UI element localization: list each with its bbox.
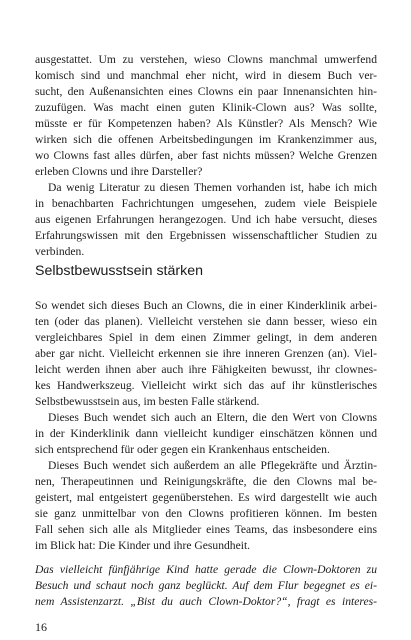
text-line: Besuch und schaut noch ganz beglückt. Auf dem Flur begegnet es ei- <box>35 579 377 592</box>
text-line: vergleichbares Spiel in dem einen Zimmer gelingt, in dem anderen <box>35 331 377 344</box>
text-line: Erfahrungswissen mit den Ergebnissen wissenschaftlicher Studien zu <box>35 229 377 242</box>
text-line: leicht werden ihnen aber auch ihre Fähigkeiten bewusst, ihr clownes- <box>35 363 377 376</box>
text-line: Dieses Buch wendet sich außerdem an alle Pflegekräfte und Ärztin- <box>48 459 377 472</box>
page-number: 16 <box>35 620 47 634</box>
text-line: müsste er für Kompetenzen haben? Als Künstler? Als Mensch? Wie <box>35 117 377 130</box>
text-line: zuzufügen. Was macht einen guten Klinik-Clown aus? Was sollte, <box>35 101 377 114</box>
text-line: in benachbarten Fachrichtungen umgesehen, zudem viele Beispiele <box>35 197 377 210</box>
text-line: nem Assistenzarzt. „Bist du auch Clown-Doktor?“, fragt es interes- <box>35 595 377 608</box>
text-line: in der Kinderklinik dann vielleicht kundiger einschätzen können und <box>35 427 377 440</box>
text-line: sich entsprechend für oder gegen ein Krankenhaus entscheiden. <box>35 443 330 456</box>
text-line: geistert, mal entgeistert gegenüberstehen. Es wird dargestellt wie auch <box>35 491 377 504</box>
text-line: aber gar nicht. Vielleicht erkennen sie ihre inneren Grenzen (an). Viel- <box>35 347 377 360</box>
text-line: Selbstbewusstsein aus, im besten Falle stärkend. <box>35 395 260 408</box>
text-line: Das vielleicht fünfjährige Kind hatte gerade die Clown-Doktoren zu <box>35 563 377 576</box>
text-line: erleben Clowns und ihre Darsteller? <box>35 165 203 178</box>
text-line: verbinden. <box>35 245 85 258</box>
text-line: nen, Therapeutinnen und Reinigungskräfte, die den Clowns mal be- <box>35 475 377 488</box>
text-line: ausgestattet. Um zu verstehen, wieso Clowns manchmal umwerfend <box>35 53 377 66</box>
text-line: wo Clowns fast alles dürfen, aber fast nichts müssen? Welche Grenzen <box>35 149 377 162</box>
text-line: kes Handwerkszeug. Vielleicht wirkt sich das auf ihr künstlerisches <box>35 379 377 392</box>
text-line: Dieses Buch wendet sich auch an Eltern, die den Wert von Clowns <box>48 411 377 424</box>
text-line: komisch sind und manchmal eher nicht, wird in diesem Buch ver- <box>35 69 377 82</box>
text-line: So wendet sich dieses Buch an Clowns, die in einer Kinderklinik arbei- <box>35 299 377 312</box>
text-line: Da wenig Literatur zu diesen Themen vorhanden ist, habe ich mich <box>48 181 377 194</box>
text-line: sie ganz unmittelbar von den Clowns profitieren können. Im besten <box>35 507 377 520</box>
text-line: Fall sehen sich alle als Mitglieder eines Teams, das insbesondere eins <box>35 523 377 536</box>
text-line: ten (oder das planen). Vielleicht verstehen sie dann besser, wieso ein <box>35 315 377 328</box>
text-line: wirken sich die offenen Arbeitsbedingungen im Krankenzimmer aus, <box>35 133 377 146</box>
section-heading: Selbstbewusstsein stärken <box>35 263 203 279</box>
text-line: im Blick hat: Die Kinder und ihre Gesundheit. <box>35 539 251 552</box>
text-line: sucht, den Außenansichten eines Clowns ein paar Innenansichten hin- <box>35 85 377 98</box>
text-line: aus eigenen Erfahrungen herangezogen. Und ich habe versucht, dieses <box>35 213 377 226</box>
